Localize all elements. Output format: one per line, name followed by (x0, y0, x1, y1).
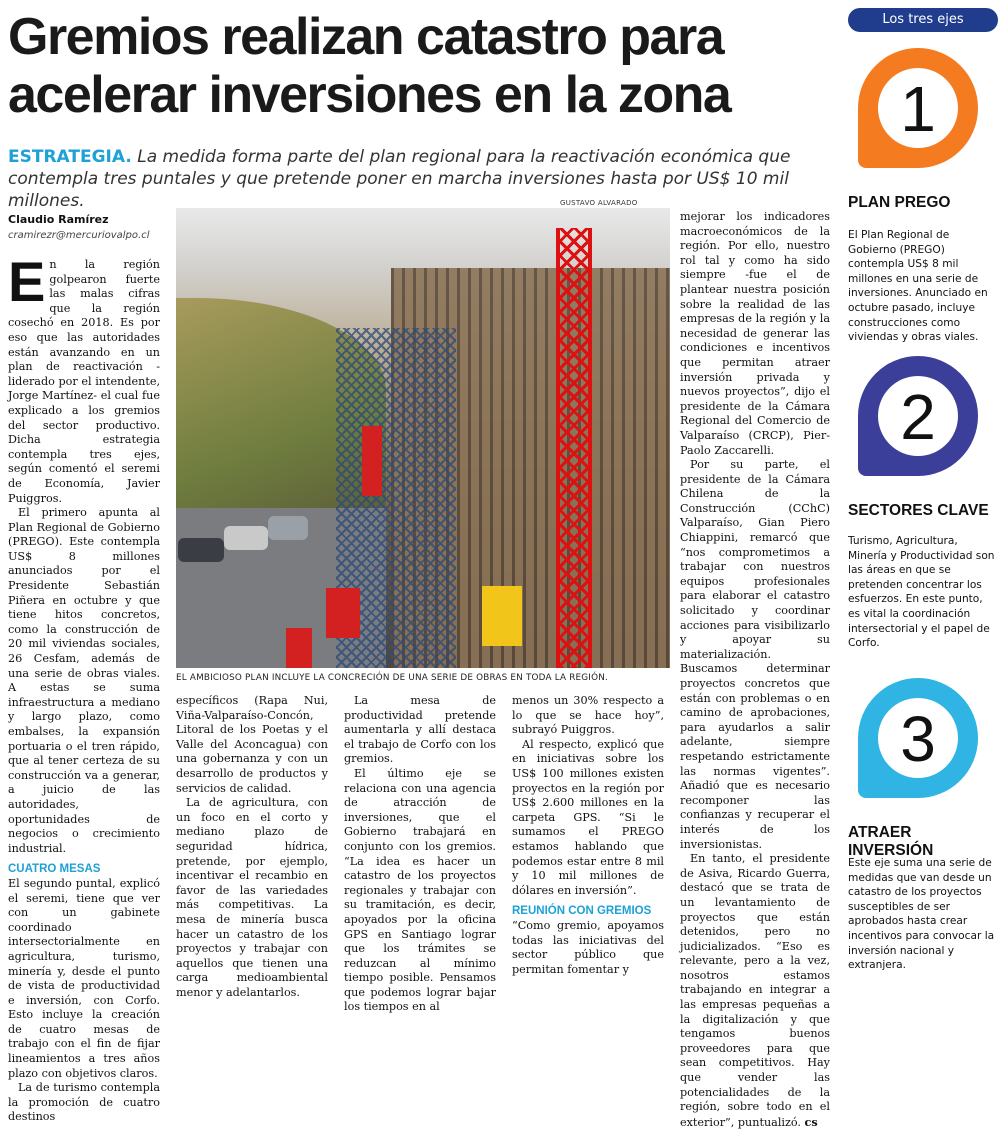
car (268, 516, 308, 540)
sidebar-text: Turismo, Agricultura, Minería y Productividad son las áreas en que se pretenden concentrar los esfuerzos. En este punto, es vital la coordinación intersectorial y el papel de Corfo. (848, 535, 995, 650)
paragraph-text: n la región golpearon fuerte las malas cifras que la región cosechó en 2018. Es por eso que las autoridades están avanzando en un plan de reactivación -liderado por el intendente, Jorge Martínez- el cual fue explicado a los gremios del sector productivo. Dicha estrategia contempla tres ejes, según comentó el seremi de Economía, Javier Puiggros. (8, 258, 160, 505)
article-column-4 (512, 694, 664, 976)
deck-kicker: ESTRATEGIA. (8, 147, 132, 167)
car (224, 526, 268, 550)
badge-number: 1 (878, 68, 958, 148)
article-paragraph: Por su parte, el presidente de la Cámara Chilena de la Construcción (CChC) Valparaíso, Gian Piero Chiappini, remarcó que “nos comprometimos a trabajar con nuestros equipos profesionales para elaborar el catastro solicitado y coordinar acciones para visibilizarlo y apoyar su materialización. Buscamos determinar proyectos concretos que están con problemas o en camino de aprobaciones, para ayudarlos a salir adelante, siempre respetando estrictamente las normas vigentes”. Añadió que es necesario recomponer las confianzas y recuperar el interés de los inversionistas. (680, 458, 830, 851)
sidebar-heading-sectores-clave: SECTORES CLAVE (848, 502, 989, 519)
deck (8, 146, 838, 212)
article-paragraph: La de turismo contempla la promoción de cuatro destinos (8, 1081, 160, 1124)
sidebar-title: Los tres ejes (848, 8, 998, 32)
badge-1 (858, 48, 978, 168)
sidebar-tres-ejes (838, 0, 1000, 975)
article-paragraph: El segundo puntal, explicó el seremi, tiene que ver con un gabinete coordinado intersectorialmente en agricultura, turismo, minería y, desde el punto de vista de productividad e inversión, con Corfo. Esto incluye la creación de cuatro mesas de trabajo con el fin de fijar lineamientos a tres años plazo con objetivos claros. (8, 876, 160, 1080)
badge-number: 3 (878, 698, 958, 778)
article-paragraph: El último eje se relaciona con una agencia de atracción de inversiones, que el Gobierno trabajará en conjunto con los gremios. “La idea es hacer un catastro de los proyectos regionales y trabajar con su tramitación, es decir, apoyados por la oficina GPS en Santiago lograr que los trámites se reduzcan al mínimo tiempo posible. Pensamos que podemos lograr bajar los tiempos en al (344, 766, 496, 1014)
article-paragraph: La mesa de productividad pretende aumentarla y allí destaca el trabajo de Corfo con los gremios. (344, 694, 496, 766)
paragraph-text: En tanto, el presidente de Asiva, Ricardo Guerra, destacó que se trata de un levantamiento de proyectos que están detenidos, pero no judicializados. “Eso es relevante, pero a la vez, nosotros estamos trabajando en integrar a las empresas pequeñas a la digitalización y que tengamos buenos proveedores para que sean competitivos. Hay que vender las potencialidades de la región, sobre todo en el exterior”, puntualizó. (680, 852, 830, 1129)
red-formwork (326, 588, 360, 638)
article-paragraph: específicos (Rapa Nui, Viña-Valparaíso-Concón, Litoral de los Poetas y el Valle del Aconcagua) con una gobernanza y con un desarrollo de productos y servicios de calidad. (176, 694, 328, 795)
headline-line-2: acelerar inversiones en la zona (8, 66, 731, 124)
photo-caption: EL AMBICIOSO PLAN INCLUYE LA CONCRECIÓN DE UNA SERIE DE OBRAS EN TODA LA REGIÓN. (176, 673, 608, 683)
article-paragraph: Al respecto, explicó que en iniciativas sobre los US$ 100 millones existen proyectos en la región por US$ 2.600 millones en la carpeta GPS. “Si le sumamos el PREGO estamos hablando que podemos estar entre 8 mil y 10 mil millones de dólares en inversión”. (512, 737, 664, 897)
sidebar-heading-plan-prego: PLAN PREGO (848, 194, 951, 211)
headline (8, 8, 828, 124)
badge-number: 2 (878, 376, 958, 456)
badge-2 (858, 356, 978, 476)
subhead-reunion-con-gremios: REUNIÓN CON GREMIOS (512, 905, 652, 918)
article-column-3 (344, 694, 496, 1014)
end-mark: cs (804, 1114, 818, 1129)
photo-credit: GUSTAVO ALVARADO (560, 199, 638, 207)
sidebar-heading-atraer-inversion: ATRAER INVERSIÓN (848, 824, 934, 859)
article-column-2 (176, 694, 328, 999)
deck-text: La medida forma parte del plan regional para la reactivación económica que contempla tres puntales y que pretende poner en marcha inversiones hasta por US$ 10 mil millones. (8, 147, 791, 211)
sidebar-text: El Plan Regional de Gobierno (PREGO) contempla US$ 8 mil millones en una serie de inversiones. Anunciado en octubre pasado, incluye construcciones como viviendas y obras viales. (848, 229, 988, 344)
sidebar-text: Este eje suma una serie de medidas que van desde un catastro de los proyectos susceptibles de ser aprobados hasta crear incentivos para convocar la inversión nacional y extranjera. (848, 857, 995, 972)
article-paragraph (680, 852, 830, 1130)
article-paragraph: mejorar los indicadores macroeconómicos de la región. Por ello, nuestro rol tal y como ha sido siempre -fue el de plantear nuestra posición sobre la realidad de las empresas de la región y la necesidad de generar las condiciones e incentivos que permitan atraer inversión privada y nuevos proyectos”, dijo el presidente de la Cámara Regional del Comercio de Valparaíso (CRCP), Pier-Paolo Zaccarelli. (680, 210, 830, 457)
dropcap: E (8, 250, 46, 313)
byline-email[interactable]: cramirezr@mercuriovalpo.cl (8, 230, 150, 241)
article-paragraph: “Como gremio, apoyamos todas las iniciativas del sector público que permitan fomentar y (512, 918, 664, 976)
article-paragraph: La de agricultura, con un foco en el corto y mediano plazo de seguridad hídrica, pretende, por ejemplo, incentivar el recambio en favor de las variedades más competitivas. La mesa de minería busca hacer un catastro de los proyectos y trabajar con aquellos que tienen una carga medioambiental menor y adelantarlos. (176, 796, 328, 999)
construction-photo (176, 208, 670, 668)
headline-line-1: Gremios realizan catastro para (8, 8, 724, 66)
yellow-portable-toilet (482, 586, 522, 646)
article-column-1 (8, 250, 160, 1124)
red-formwork (362, 426, 382, 496)
article-paragraph: menos un 30% respecto a lo que se hace hoy”, subrayó Puiggros. (512, 694, 664, 737)
byline-author: Claudio Ramírez (8, 213, 109, 226)
badge-3 (858, 678, 978, 798)
subhead-cuatro-mesas: CUATRO MESAS (8, 863, 101, 876)
red-crane (556, 228, 592, 668)
article-paragraph (8, 250, 160, 506)
article-column-5 (680, 210, 830, 1129)
article-paragraph: El primero apunta al Plan Regional de Gobierno (PREGO). Este contempla US$ 8 millones anunciados por el Presidente Sebastián Piñera en octubre y que tiene hitos concretos, como la construcción de 20 mil viviendas sociales, 26 Cesfam, además de una serie de obras viales. A estas se suma infraestructura a mediano y largo plazo, como embalses, la expansión portuaria o el tren rápido, que al tener certeza de su construcción va a generar, a juicio de las autoridades, oportunidades de negocios o crecimiento industrial. (8, 506, 160, 855)
red-formwork (286, 628, 312, 668)
car (178, 538, 224, 562)
